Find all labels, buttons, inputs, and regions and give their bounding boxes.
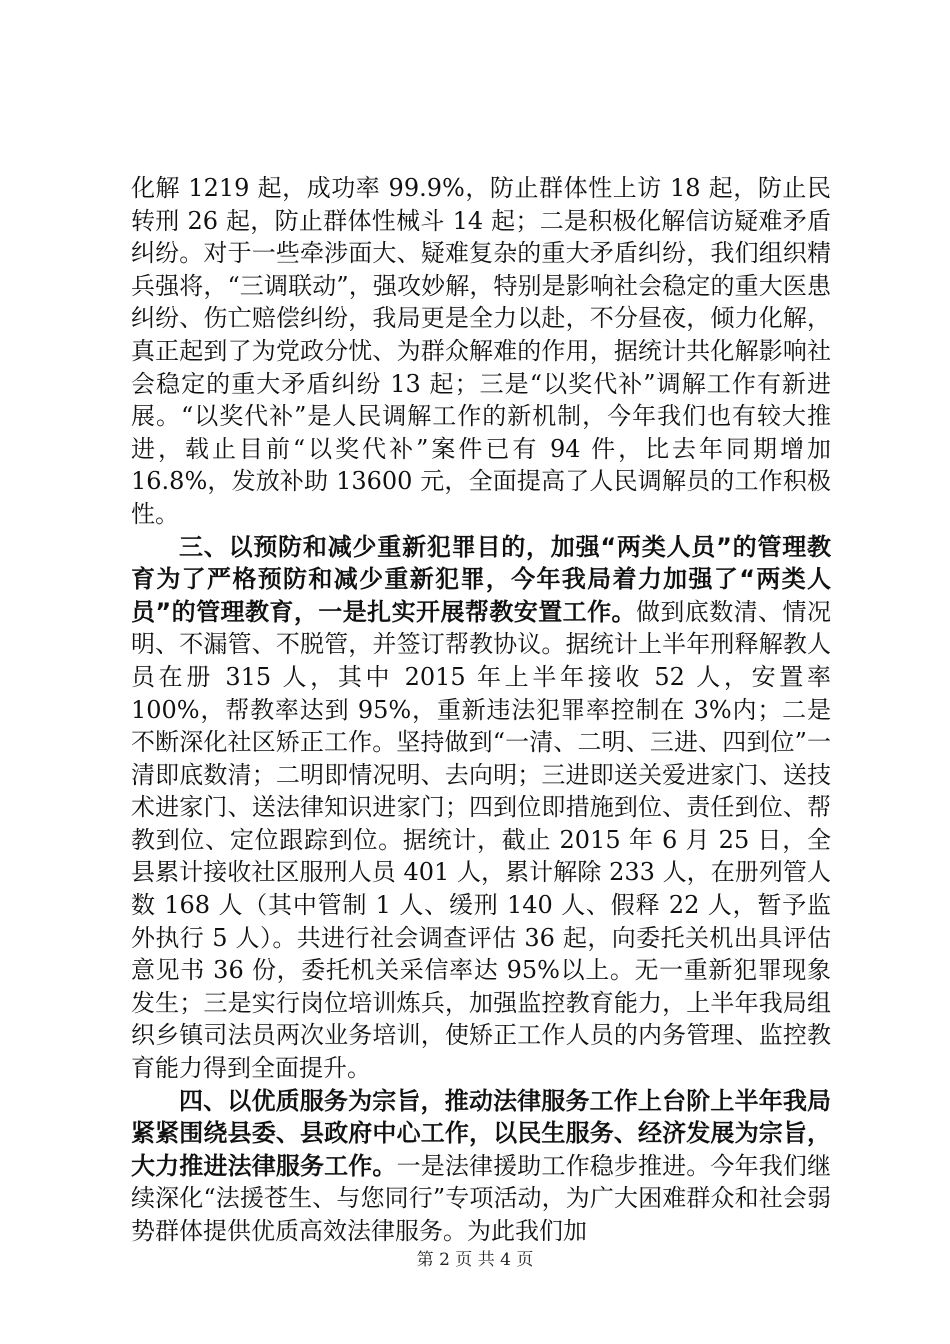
section-4-heading: 四、以优质服务为宗旨，推动法律服务工作上台阶上半年我局紧紧围绕县委、县政府中心工作，以民生服务、经济发展为宗旨，大力推进法律服务工作。 [131,1086,831,1180]
document-body [131,172,831,1248]
paragraph-1-text: 化解 1219 起，成功率 99.9%，防止群体性上访 18 起，防止民转刑 26 起，防止群体性械斗 14 起；二是积极化解信访疑难矛盾纠纷。对于一些牵涉面大、疑难复杂的重大矛盾纠纷，我们组织精兵强将，“三调联动”，强攻妙解，特别是影响社会稳定的重大医患纠纷、伤亡赔偿纠纷，我局更是全力以赴，不分昼夜，倾力化解，真正起到了为党政分忧、为群众解难的作用，据统计共化解影响社会稳定的重大矛盾纠纷 13 起；三是“以奖代补”调解工作有新进展。“以奖代补”是人民调解工作的新机制，今年我们也有较大推进，载止目前“以奖代补”案件已有 94 件，比去年同期增加 16.8%，发放补助 13600 元，全面提高了人民调解员的工作积极性。 [131,174,831,528]
paragraph-2-text: 做到底数清、情况明、不漏管、不脱管，并签订帮教协议。据统计上半年刑释解教人员在册 315 人，其中 2015 年上半年接收 52 人，安置率 100%，帮教率达到 95%，重新违法犯罪率控制在 3%内；二是不断深化社区矫正工作。坚持做到“一清、二明、三进、四到位”一清即底数清；二明即情况明、去向明；三进即送关爱进家门、送技术进家门、送法律知识进家门；四到位即措施到位、责任到位、帮教到位、定位跟踪到位。据统计，截止 2015 年 6 月 25 日，全县累计接收社区服刑人员 401 人，累计解除 233 人，在册列管人数 168 人（其中管制 1 人、缓刑 140 人、假释 22 人，暂予监外执行 5 人）。共进行社会调查评估 36 起，向委托关机出具评估意见书 36 份，委托机关采信率达 95%以上。无一重新犯罪现象发生；三是实行岗位培训炼兵，加强监控教育能力，上半年我局组织乡镇司法员两次业务培训，使矫正工作人员的内务管理、监控教育能力得到全面提升。 [131,597,831,1083]
paragraph-3-text: 一是法律援助工作稳步推进。今年我们继续深化“法援苍生、与您同行”专项活动，为广大困难群众和社会弱势群体提供优质高效法律服务。为此我们加 [131,1151,832,1245]
section-3-heading: 三、以预防和减少重新犯罪目的，加强“两类人员”的管理教育为了严格预防和减少重新犯罪，今年我局着力加强了“两类人员”的管理教育，一是扎实开展帮教安置工作。 [131,532,831,626]
paragraph-3 [131,1085,831,1248]
page-number-label: 第 2 页 共 4 页 [416,1250,534,1270]
paragraph-2 [131,531,831,1085]
page-footer [0,1245,950,1270]
paragraph-1 [131,172,831,531]
